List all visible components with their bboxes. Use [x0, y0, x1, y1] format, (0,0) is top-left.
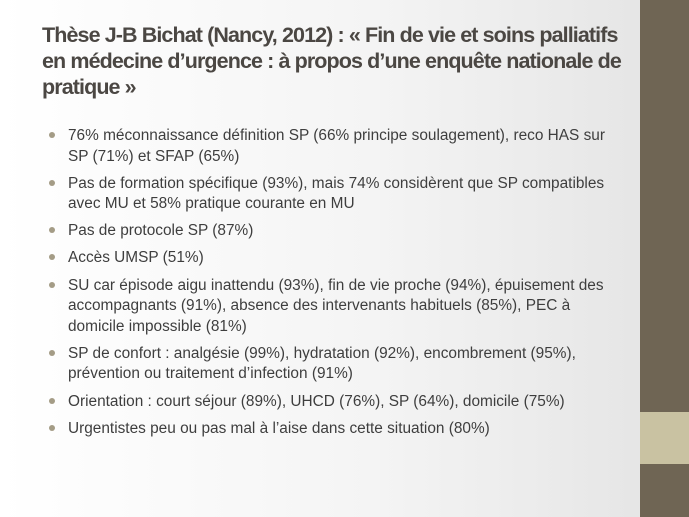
bullet-text: Pas de protocole SP (87%)	[68, 222, 254, 240]
bullet-item	[46, 392, 626, 413]
bullet-marker-icon	[49, 425, 55, 431]
bullet-list	[46, 126, 626, 446]
bullet-text: Pas de formation spécifique (93%), mais 74% considèrent que SP compatibles avec MU et 58% pratique courante en MU	[68, 174, 605, 213]
bullet-item	[46, 221, 626, 242]
bullet-marker-icon	[49, 398, 55, 404]
bullet-text: Accès UMSP (51%)	[68, 249, 204, 267]
bullet-text: Urgentistes peu ou pas mal à l’aise dans cette situation (80%)	[68, 419, 490, 437]
bullet-marker-icon	[49, 254, 55, 260]
side-decoration-band	[640, 0, 689, 517]
bullet-marker-icon	[49, 180, 55, 186]
bullet-text: Orientation : court séjour (89%), UHCD (76%), SP (64%), domicile (75%)	[68, 392, 565, 410]
side-band-middle	[640, 412, 689, 464]
side-band-bottom	[640, 464, 689, 517]
bullet-item	[46, 344, 626, 385]
bullet-text: 76% méconnaissance définition SP (66% principe soulagement), reco HAS sur SP (71%) et SFAP (65%)	[68, 127, 605, 165]
bullet-marker-icon	[49, 132, 55, 138]
bullet-marker-icon	[49, 350, 55, 356]
bullet-item	[46, 419, 626, 440]
bullet-text: SP de confort : analgésie (99%), hydratation (92%), encombrement (95%), prévention ou traitement d’infection (91%)	[68, 344, 576, 383]
bullet-item	[46, 174, 626, 215]
slide-title: Thèse J-B Bichat (Nancy, 2012) : « Fin de vie et soins palliatifs en médecine d’urgence : à propos d’une enquête nationale de pratique »	[42, 23, 621, 99]
bullet-item	[46, 126, 626, 167]
bullet-item	[46, 276, 626, 338]
bullet-marker-icon	[49, 282, 55, 288]
side-band-top	[640, 0, 689, 412]
bullet-text: SU car épisode aigu inattendu (93%), fin de vie proche (94%), épuisement des accompagnants (91%), absence des intervenants habituels (85%), PEC à domicile impossible (81%)	[68, 276, 604, 335]
bullet-item	[46, 248, 626, 269]
bullet-marker-icon	[49, 227, 55, 233]
